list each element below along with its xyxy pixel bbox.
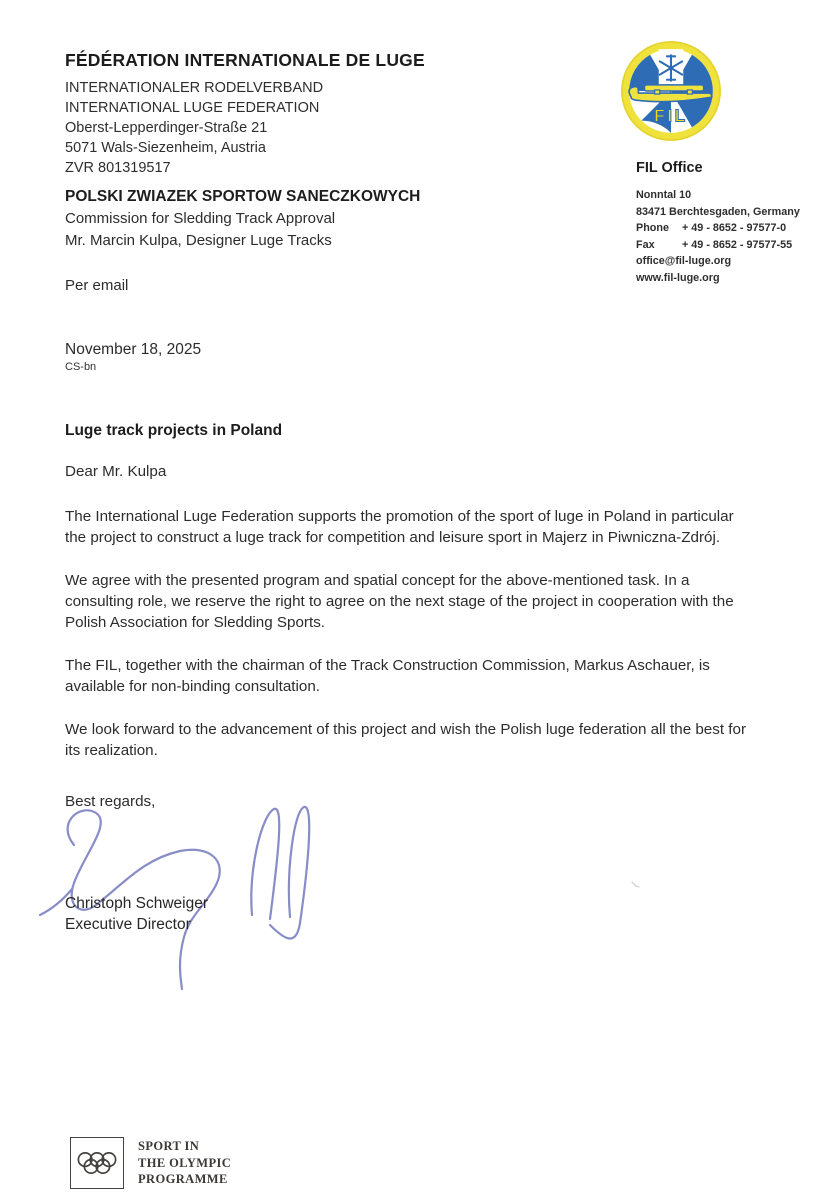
- olympic-programme-text: [138, 1138, 231, 1188]
- letter-reference: CS-bn: [65, 361, 97, 373]
- phone-value: + 49 - 8652 - 97577-0: [682, 222, 787, 234]
- olympic-footer: [70, 1137, 231, 1189]
- recipient-block: [65, 186, 420, 251]
- office-street: Nonntal 10: [636, 189, 692, 201]
- office-fax-row: [636, 237, 806, 254]
- scan-artifact-mark: [630, 877, 642, 887]
- signer-block: [65, 893, 208, 935]
- date-block: [65, 341, 201, 373]
- sender-registry: ZVR 801319517: [65, 160, 171, 176]
- fax-value: + 49 - 8652 - 97577-55: [682, 238, 793, 251]
- office-city: 83471 Berchtesgaden, Germany: [636, 205, 800, 218]
- signer-title: Executive Director: [65, 916, 191, 933]
- office-website: www.fil-luge.org: [636, 271, 720, 284]
- sender-name-french: FÉDÉRATION INTERNATIONALE DE LUGE: [65, 50, 425, 70]
- recipient-person: Mr. Marcin Kulpa, Designer Luge Tracks: [65, 231, 332, 249]
- fil-wordmark: FIL: [654, 105, 688, 126]
- salutation: Dear Mr. Kulpa: [65, 463, 167, 480]
- recipient-org: POLSKI ZWIAZEK SPORTOW SANECZKOWYCH: [65, 188, 421, 205]
- office-email: office@fil-luge.org: [636, 255, 732, 267]
- letter-date: November 18, 2025: [65, 341, 202, 358]
- office-contact-block: [636, 160, 806, 286]
- body-paragraph: We look forward to the advancement of this project and wish the Polish luge federation all the best for its realization.: [65, 721, 747, 759]
- phone-label: Phone: [636, 222, 669, 234]
- recipient-commission: Commission for Sledding Track Approval: [65, 210, 336, 227]
- subject-line: Luge track projects in Poland: [65, 422, 283, 439]
- sender-name-german: INTERNATIONALER RODELVERBAND: [65, 80, 324, 96]
- closing-phrase: Best regards,: [65, 793, 156, 810]
- body-paragraph: We agree with the presented program and spatial concept for the above-mentioned task. In a consulting role, we reserve the right to agree on the next stage of the project in cooperation with the Polish Association for Sledding Sports.: [65, 572, 734, 631]
- office-phone-row: [636, 220, 806, 237]
- sender-name-english: INTERNATIONAL LUGE FEDERATION: [65, 100, 320, 116]
- sender-street: Oberst-Lepperdinger-Straße 21: [65, 120, 268, 136]
- fil-logo-icon: [620, 40, 722, 142]
- body-paragraph: The FIL, together with the chairman of the Track Construction Commission, Markus Aschauer, is available for non-binding consultation.: [65, 657, 710, 695]
- office-title: FIL Office: [636, 160, 703, 176]
- sender-letterhead: [65, 50, 425, 178]
- olympic-rings-icon: [70, 1137, 124, 1189]
- sender-city: 5071 Wals-Siezenheim, Austria: [65, 140, 266, 156]
- fax-label: Fax: [636, 238, 655, 251]
- letter-body: [65, 506, 757, 783]
- delivery-method: Per email: [65, 277, 129, 294]
- footer-line: THE OLYMPIC: [138, 1155, 232, 1170]
- body-paragraph: The International Luge Federation supports the promotion of the sport of luge in Poland in particular the project to construct a luge track for competition and leisure sport in Majerz in Piwniczna-Zdrój.: [65, 508, 734, 546]
- signer-name: Christoph Schweiger: [65, 895, 209, 912]
- footer-line: PROGRAMME: [138, 1172, 228, 1187]
- footer-line: SPORT IN: [138, 1139, 200, 1154]
